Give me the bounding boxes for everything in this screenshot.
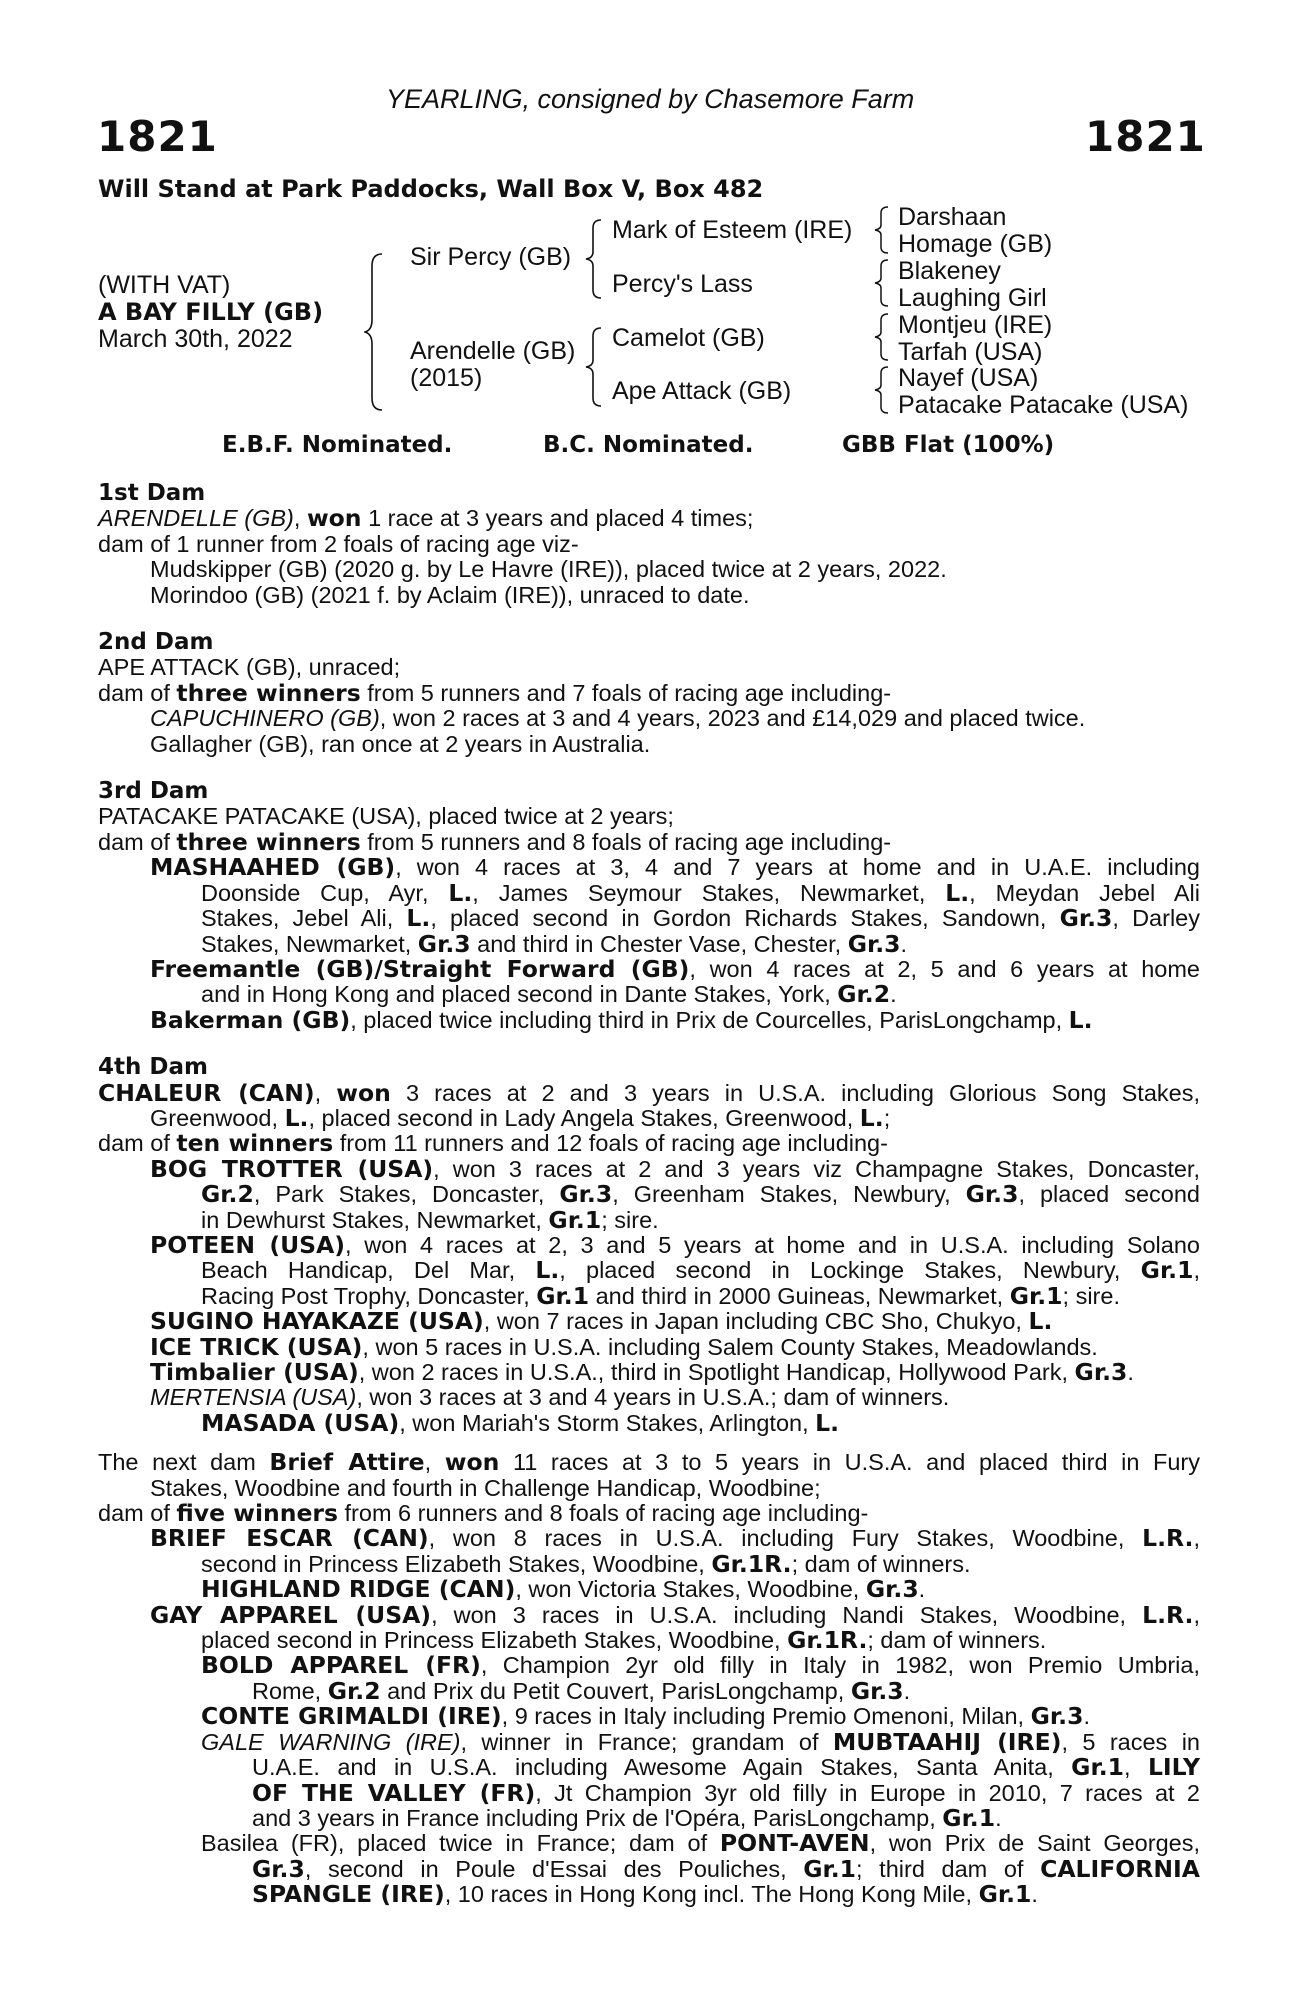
text: Stakes, Newmarket, [201, 930, 418, 957]
text: and in Hong Kong and placed second in Dante Stakes, York, [201, 981, 838, 1008]
text: . [1083, 1703, 1090, 1730]
foal-entry [98, 954, 1200, 983]
foal-entry-cont [98, 1549, 1200, 1578]
race-grade: Gr.3 [1074, 1358, 1128, 1386]
produce-line [98, 827, 1200, 856]
race-grade: Gr.3 [847, 929, 901, 958]
foal-entry-cont [98, 1778, 1200, 1807]
text: . [1031, 1881, 1038, 1908]
text: from 5 runners and 8 foals of racing age including- [360, 828, 892, 855]
race-grade: L. [406, 904, 431, 933]
text: , won 3 races in U.S.A. including Nandi Stakes, Woodbine, [431, 1601, 1143, 1628]
race-grade: L.R. [1142, 1600, 1194, 1629]
text: , won 3 races at 3 and 4 years in U.S.A.; dam of winners. [356, 1384, 950, 1411]
race-grade: L.R. [1142, 1524, 1194, 1553]
text: Doonside Cup, Ayr, [201, 879, 449, 906]
text: , Darley [1112, 905, 1200, 932]
race-grade: Gr.1 [1009, 1281, 1063, 1310]
text: from 5 runners and 7 foals of racing age including- [360, 679, 892, 706]
lot-description: A BAY FILLY (GB) [98, 298, 324, 326]
race-grade: L. [535, 1256, 560, 1285]
text: ; dam of winners. [867, 1627, 1047, 1654]
text: , won 4 races at 3, 4 and 7 years at home and in U.A.E. including [395, 854, 1201, 881]
dam-name: Arendelle (GB) [410, 337, 576, 365]
race-grade: Gr.1 [942, 1803, 996, 1832]
pedigree-brace-gg1 [874, 205, 892, 255]
produce-line [98, 1501, 1200, 1526]
foal-entry [98, 1385, 1200, 1410]
pedigree-brace-gg4 [874, 365, 892, 415]
winners-count: ten winners [176, 1129, 334, 1158]
horse-name: ARENDELLE (GB) [98, 505, 294, 532]
text: dam of [98, 679, 177, 706]
race-grade: Gr.1 [536, 1281, 590, 1310]
text: placed second in Princess Elizabeth Stakes, Woodbine, [201, 1627, 788, 1654]
race-grade: L. [448, 878, 473, 907]
text: 11 races at 3 to 5 years in U.S.A. and placed third in Fury [499, 1449, 1200, 1476]
dam-line-cont: Stakes, Woodbine and fourth in Challenge Handicap, Woodbine; [150, 1474, 821, 1501]
gbb-flat: GBB Flat (100%) [842, 432, 1055, 458]
text: . [995, 1804, 1002, 1831]
great-grandparent-4: Laughing Girl [898, 284, 1047, 312]
text: , won Mariah's Storm Stakes, Arlington, [399, 1409, 816, 1436]
foal-entry-cont [98, 1628, 1200, 1653]
won-label: won [336, 1078, 391, 1107]
foal-entry-cont [98, 1281, 1200, 1310]
race-grade: Gr.1 [1140, 1256, 1194, 1285]
dam-line-cont [98, 1103, 1200, 1132]
foal-entry-cont [98, 929, 1200, 958]
lot-number-left: 1821 [97, 112, 218, 161]
foal-entry-cont [98, 1854, 1200, 1883]
text: , won 4 races at 2, 3 and 5 years at home and in U.S.A. including Solano [345, 1231, 1200, 1258]
horse-name: MUBTAAHIJ (IRE) [832, 1727, 1062, 1756]
foal-entry-cont [98, 1182, 1200, 1207]
horse-name: OF THE VALLEY (FR) [252, 1778, 536, 1807]
text: and Prix du Petit Couvert, ParisLongchamp, [380, 1677, 851, 1704]
pedigree-brace-gg2 [874, 258, 892, 308]
pedigree-brace-sire [585, 218, 605, 300]
text: and 3 years in France including Prix de l'Opéra, ParisLongchamp, [252, 1804, 943, 1831]
foal-entry [98, 706, 1200, 731]
foal-entry [98, 855, 1200, 880]
great-grandparent-2: Homage (GB) [898, 230, 1053, 258]
great-grandparent-6: Tarfah (USA) [898, 338, 1043, 366]
foal-entry-cont [98, 1258, 1200, 1283]
horse-name: SUGINO HAYAKAZE (USA) [150, 1307, 484, 1336]
text: , won 8 races in U.S.A. including Fury Stakes, Woodbine, [428, 1525, 1143, 1552]
foal-entry [98, 1704, 1200, 1729]
race-grade: Gr.3 [417, 929, 471, 958]
text: ; dam of winners. [791, 1550, 971, 1577]
great-grandparent-7: Nayef (USA) [898, 364, 1039, 392]
pedigree-brace-gg3 [874, 312, 892, 362]
foal-entry [98, 1831, 1200, 1856]
dam-line: ARENDELLE (GB), won 1 race at 3 years and placed 4 times; [98, 504, 754, 533]
horse-name: GAY APPAREL (USA) [150, 1600, 432, 1629]
text: . [900, 930, 908, 957]
dam-line: The next dam Brief Attire, won 11 races at 3 to 5 years in U.S.A. and placed third in Fury [98, 1448, 1200, 1477]
race-grade: Gr.1 [1071, 1753, 1124, 1782]
text: , won 5 races in U.S.A. including Salem County Stakes, Meadowlands. [362, 1333, 1098, 1360]
text: 1 race at 3 years and placed 4 times; [361, 505, 754, 532]
text: . [890, 981, 897, 1008]
horse-name: Bakerman (GB) [150, 1005, 351, 1034]
text: ; third dam of [856, 1855, 1041, 1882]
stand-location: Will Stand at Park Paddocks, Wall Box V, Box 482 [98, 175, 764, 203]
text: The next dam [98, 1449, 270, 1476]
produce-line [98, 678, 1200, 707]
grandparent-1: Mark of Esteem (IRE) [612, 216, 853, 244]
text: . [903, 1677, 911, 1704]
race-grade: Gr.3 [1059, 904, 1113, 933]
winners-count: five winners [176, 1499, 338, 1528]
text: , placed second in Lady Angela Stakes, Greenwood, [308, 1104, 860, 1131]
text: , Meydan Jebel Ali [969, 879, 1200, 906]
text: , won 2 races in U.S.A., third in Spotlight Handicap, Hollywood Park, [358, 1359, 1075, 1385]
text: dam of [98, 1130, 177, 1157]
text: and third in 2000 Guineas, Newmarket, [589, 1282, 1010, 1309]
text: , won 3 races at 2 and 3 years viz Champagne Stakes, Doncaster, [433, 1155, 1200, 1182]
text: Racing Post Trophy, Doncaster, [201, 1282, 537, 1309]
text: , [1193, 1601, 1200, 1628]
section-heading: 1st Dam [98, 480, 206, 506]
foal-entry-cont [98, 906, 1200, 931]
section-heading: 4th Dam [98, 1054, 208, 1081]
race-grade: L. [945, 878, 970, 907]
first-dam-section [98, 481, 1200, 608]
race-grade: L. [284, 1103, 309, 1132]
pedigree-brace-main [364, 252, 386, 412]
second-dam-section [98, 630, 1200, 757]
produce-line: dam of 1 runner from 2 foals of racing age viz- [98, 530, 579, 557]
horse-name: CAPUCHINERO (GB) [150, 705, 380, 732]
bc-nomination: B.C. Nominated. [543, 432, 754, 458]
horse-name: SPANGLE (IRE) [252, 1880, 445, 1909]
race-grade: Gr.3 [965, 1180, 1019, 1209]
foal-entry [98, 1230, 1200, 1259]
text: in Dewhurst Stakes, Newmarket, [201, 1206, 549, 1233]
foal-entry [98, 1727, 1200, 1756]
race-grade: L. [815, 1408, 840, 1437]
fourth-dam-section [98, 1055, 1200, 1436]
horse-name: LILY [1147, 1753, 1200, 1782]
text: Greenwood, [150, 1104, 285, 1131]
third-dam-section [98, 779, 1200, 1033]
dam-line: CHALEUR (CAN), won 3 races at 2 and 3 years in U.S.A. including Glorious Song Stakes, [98, 1078, 1200, 1107]
text: dam of [98, 828, 177, 855]
race-grade: Gr.3 [1030, 1702, 1084, 1731]
foal-entry-cont [98, 1205, 1200, 1234]
dam-year: (2015) [410, 364, 483, 392]
foal-entry: Mudskipper (GB) (2020 g. by Le Havre (IRE)), placed twice at 2 years, 2022. [150, 556, 947, 583]
text: . [918, 1576, 926, 1603]
text: , Park Stakes, Doncaster, [253, 1181, 560, 1208]
horse-name: BRIEF ESCAR (CAN) [150, 1524, 429, 1553]
horse-name: MASHAAHED (GB) [150, 853, 396, 882]
text: , placed second [1018, 1181, 1200, 1208]
consignment-line: YEARLING, consigned by Chasemore Farm [386, 84, 915, 114]
race-grade: Gr.1 [978, 1880, 1032, 1909]
text: Rome, [252, 1677, 328, 1704]
horse-name: Freemantle (GB)/Straight Forward (GB) [150, 954, 690, 983]
race-grade: Gr.2 [837, 980, 891, 1009]
winners-count: three winners [176, 678, 361, 707]
foal-entry: Morindoo (GB) (2021 f. by Aclaim (IRE)), unraced to date. [150, 581, 750, 608]
grandparent-4: Ape Attack (GB) [612, 377, 792, 405]
text: , Champion 2yr old filly in Italy in 1982, won Premio Umbria, [480, 1652, 1200, 1679]
text: and third in Chester Vase, Chester, [470, 930, 848, 957]
text: , 10 races in Hong Kong incl. The Hong Kong Mile, [444, 1881, 979, 1908]
text: dam of [98, 1500, 177, 1527]
race-grade: L. [859, 1103, 884, 1132]
sire-name: Sir Percy (GB) [410, 243, 572, 271]
great-grandparent-8: Patacake Patacake (USA) [898, 391, 1189, 419]
ebf-nomination: E.B.F. Nominated. [222, 432, 453, 458]
foal-entry [98, 1332, 1200, 1361]
race-grade: Gr.3 [559, 1180, 613, 1209]
great-grandparent-3: Blakeney [898, 257, 1001, 285]
next-dam-section [98, 1450, 1200, 1907]
race-grade: Gr.1 [548, 1205, 602, 1234]
text: , 5 races in [1061, 1728, 1200, 1755]
horse-name: HIGHLAND RIDGE (CAN) [201, 1575, 516, 1604]
text: , won Victoria Stakes, Woodbine, [515, 1576, 866, 1603]
text: , [1193, 1257, 1200, 1284]
great-grandparent-1: Darshaan [898, 203, 1007, 231]
text: , 9 races in Italy including Premio Omenoni, Milan, [501, 1703, 1031, 1730]
race-grade: Gr.3 [865, 1575, 919, 1604]
foal-entry-cont [98, 1803, 1200, 1832]
foal-entry-cont [98, 982, 1200, 1007]
text: Stakes, Jebel Ali, [201, 905, 407, 932]
foal-entry [98, 1577, 1200, 1602]
horse-name: ICE TRICK (USA) [150, 1332, 363, 1361]
foal-entry-cont [98, 878, 1200, 907]
race-grade: Gr.2 [201, 1180, 254, 1209]
race-grade: Gr.3 [252, 1854, 305, 1883]
great-grandparent-5: Montjeu (IRE) [898, 311, 1053, 339]
text: , second in Poule d'Essai des Pouliches, [304, 1855, 804, 1882]
text: , James Seymour Stakes, Newmarket, [472, 879, 946, 906]
foal-entry [98, 1526, 1200, 1551]
race-grade: Gr.3 [850, 1676, 904, 1705]
foal-entry-cont [98, 1882, 1200, 1907]
race-grade: Gr.1 [803, 1854, 857, 1883]
catalogue-body [98, 481, 1200, 1908]
won-label: won [444, 1448, 500, 1477]
pedigree-brace-dam [585, 326, 605, 408]
text: , [1123, 1754, 1148, 1781]
horse-name: BOLD APPAREL (FR) [201, 1651, 481, 1680]
foal-entry [98, 1360, 1200, 1385]
dam-line: PATACAKE PATACAKE (USA), placed twice at 2 years; [98, 803, 674, 830]
foaling-date: March 30th, 2022 [98, 325, 293, 353]
horse-name: POTEEN (USA) [150, 1230, 346, 1259]
foal-entry [98, 1154, 1200, 1183]
horse-name: MASADA (USA) [201, 1408, 400, 1437]
section-heading: 2nd Dam [98, 629, 214, 656]
text: from 6 runners and 8 foals of racing age including- [337, 1500, 869, 1527]
text: . [1127, 1359, 1134, 1385]
text: ; [883, 1104, 891, 1131]
race-grade: Gr.1R. [787, 1626, 868, 1655]
text: , winner in France; grandam of [460, 1728, 833, 1755]
text: second in Princess Elizabeth Stakes, Woodbine, [201, 1550, 712, 1577]
foal-entry [98, 1408, 1200, 1437]
vat-note: (WITH VAT) [98, 271, 231, 299]
horse-name: CONTE GRIMALDI (IRE) [201, 1702, 502, 1731]
section-heading: 3rd Dam [98, 778, 209, 805]
text: 3 races at 2 and 3 years in U.S.A. including Glorious Song Stakes, [390, 1079, 1200, 1106]
foal-entry-cont [98, 1755, 1200, 1780]
race-grade: Gr.1R. [711, 1549, 792, 1578]
race-grade: L. [1068, 1005, 1093, 1034]
foal-entry [98, 1600, 1200, 1629]
horse-name: PONT-AVEN [719, 1829, 870, 1858]
text: , placed second in Lockinge Stakes, Newbury, [559, 1257, 1141, 1284]
text: , placed second in Gordon Richards Stakes, Sandown, [430, 905, 1060, 932]
produce-line [98, 1131, 1200, 1156]
horse-name: Brief Attire [269, 1448, 425, 1477]
text: , won 7 races in Japan including CBC Sho, Chukyo, [483, 1308, 1029, 1335]
text: ; sire. [1062, 1282, 1120, 1309]
race-grade: L. [1028, 1307, 1053, 1336]
text: U.A.E. and in U.S.A. including Awesome Again Stakes, Santa Anita, [252, 1754, 1072, 1781]
text: , Greenham Stakes, Newbury, [612, 1181, 966, 1208]
text: , placed twice including third in Prix de Courcelles, ParisLongchamp, [350, 1006, 1069, 1033]
foal-entry: Gallagher (GB), ran once at 2 years in Australia. [150, 730, 651, 757]
horse-name: Timbalier (USA) [150, 1358, 359, 1386]
horse-name: MERTENSIA (USA) [150, 1384, 357, 1411]
text: from 11 runners and 12 foals of racing age including- [333, 1130, 888, 1157]
foal-entry-cont [98, 1676, 1200, 1705]
won-label: won [306, 504, 362, 533]
lot-number-right: 1821 [1085, 112, 1206, 161]
horse-name: BOG TROTTER (USA) [150, 1154, 434, 1183]
winners-count: three winners [176, 827, 361, 856]
text: , won 4 races at 2, 5 and 6 years at home [689, 955, 1200, 982]
grandparent-2: Percy's Lass [612, 270, 753, 298]
horse-name: CHALEUR (CAN) [98, 1078, 315, 1107]
text: Beach Handicap, Del Mar, [201, 1257, 536, 1284]
text: , [1193, 1525, 1200, 1552]
foal-entry [98, 1309, 1200, 1334]
race-grade: Gr.2 [327, 1676, 381, 1705]
foal-entry [98, 1005, 1200, 1034]
text: , won 2 races at 3 and 4 years, 2023 and £14,029 and placed twice. [379, 705, 1086, 732]
text: ; sire. [601, 1206, 659, 1233]
foal-entry [98, 1653, 1200, 1678]
horse-name: GALE WARNING (IRE) [201, 1728, 461, 1755]
text: , Jt Champion 3yr old filly in Europe in 2010, 7 races at 2 [535, 1779, 1200, 1806]
text: , won Prix de Saint Georges, [869, 1830, 1200, 1857]
text: Basilea (FR), placed twice in France; dam of [201, 1830, 720, 1857]
dam-line: APE ATTACK (GB), unraced; [98, 654, 401, 681]
grandparent-3: Camelot (GB) [612, 324, 765, 352]
horse-name: CALIFORNIA [1040, 1854, 1200, 1883]
